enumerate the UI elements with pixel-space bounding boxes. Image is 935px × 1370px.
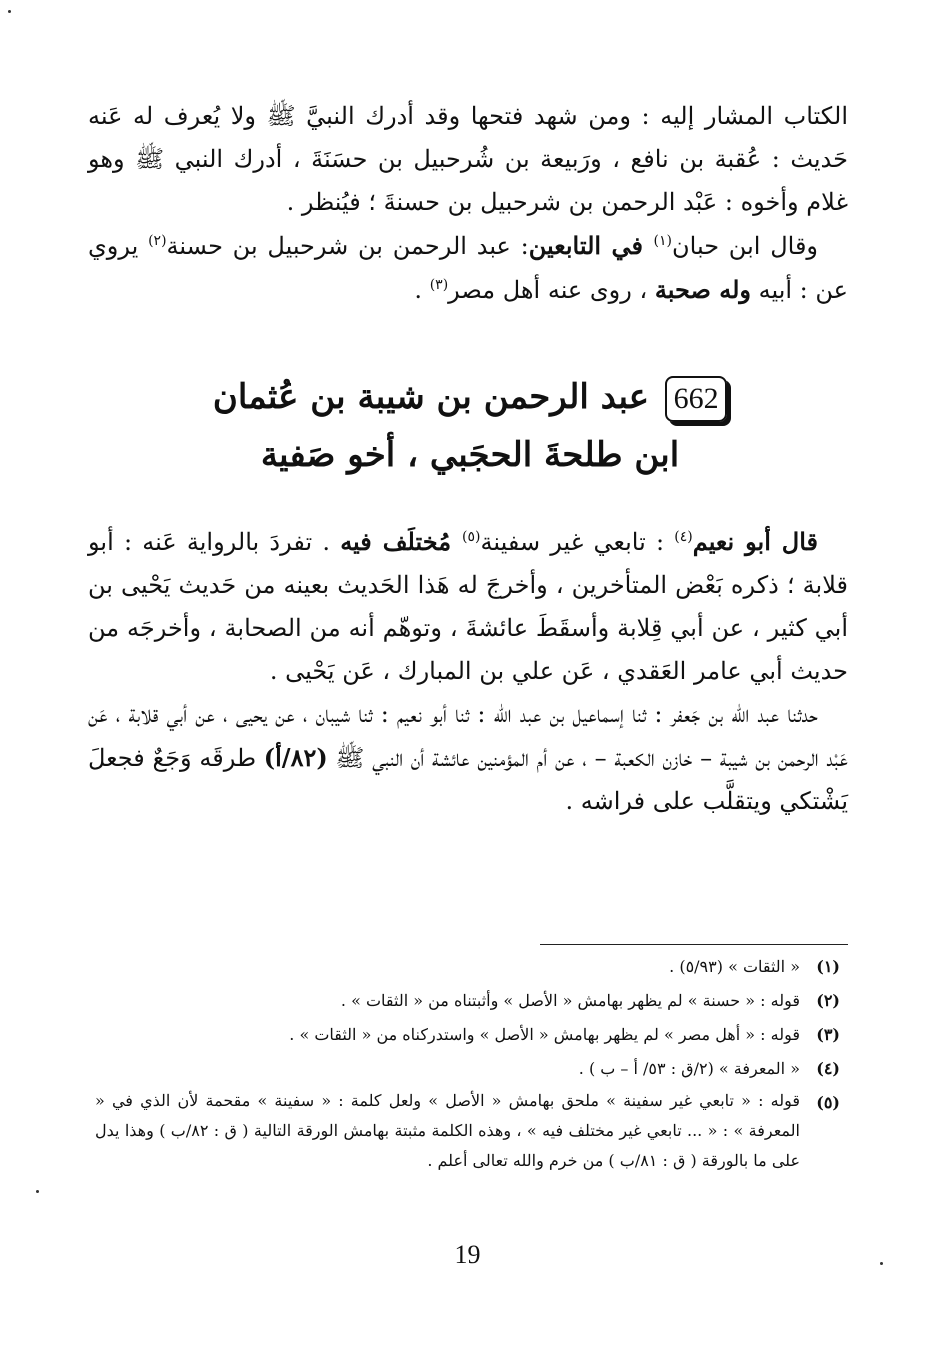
paragraph-3 — [88, 520, 848, 693]
paragraph-2-text-f: ، روى عنه أهل مصر — [448, 276, 655, 304]
footnote-text: قوله : « أهل مصر » لم يظهر بهامش « الأصل » واستدركناه من « الثقات » . — [289, 1025, 800, 1044]
footnote-ref-2: (٢) — [148, 233, 167, 249]
paragraph-4 — [88, 693, 848, 823]
footnote-number: (٣) — [816, 1025, 840, 1044]
footnote-text: قوله : « تابعي غير سفينة » ملحق بهامش « الأصل » ولعل كلمة : « سفينة » مقحمة لأن الذي في « المعرفة » : « ... تابعي غير مختلف فيه » ، وهذه الكلمة مثبتة بهامش الورقة التالية ( ق : ٨٢/ب ) وهذا يدل على ما بالورقة ( ق : ٨١/ب ) من خرم والله تعالى أعلم . — [95, 1091, 800, 1170]
scan-speck — [880, 1262, 883, 1265]
scan-speck — [8, 10, 11, 13]
footnote-text: « الثقات » (٥/٩٣) . — [669, 957, 800, 976]
paragraph-1: الكتاب المشار إليه : ومن شهد فتحها وقد أدرك النبيَّ ﷺ ولا يُعرف له عَنه حَديث : عُقبة بن نافع ، ورَبيعة بن شُرحبيل بن حسَنَةَ ، أدرك النبي ﷺ وهو غلام وأخوه : عَبْد الرحمن بن شرحبيل بن حسنةَ ؛ فيُنظر . — [88, 102, 848, 216]
footnote-ref-1: (١) — [653, 233, 673, 249]
paragraph-2-bold-e: وله صحبة — [654, 275, 751, 304]
paragraph-4-text-c: طرقَه وَجَعٌ فجعلَ يَشْتكي ويتقلَّب على فراشه . — [88, 744, 848, 815]
footnote-divider — [540, 944, 848, 945]
continuation-section — [88, 95, 848, 312]
footnote-5 — [95, 1086, 840, 1176]
footnote-number: (٢) — [816, 991, 840, 1010]
entry-body — [88, 520, 848, 823]
paragraph-2-text-g: . — [414, 276, 430, 304]
paragraph-3-bold-c: مُختلَف فيه — [340, 527, 462, 556]
folio-marker: (٨٢/أ) — [263, 743, 328, 772]
footnotes-section — [95, 950, 840, 1176]
footnote-ref-5: (٥) — [462, 529, 481, 545]
footnote-4 — [95, 1052, 840, 1086]
entry-title-text-1: عبد الرحمن بن شيبة بن عُثمان — [212, 377, 650, 417]
footnote-ref-3: (٣) — [429, 277, 449, 293]
entry-title-line-1 — [90, 368, 850, 426]
page-number: 19 — [454, 1240, 481, 1269]
entry-heading — [90, 368, 850, 498]
footnote-ref-4: (٤) — [674, 529, 693, 545]
footnote-number: (١) — [816, 957, 840, 976]
paragraph-4-text-a: حدثنا عبد اللّه بن جَعفر : ثنا إسماعيل بن عبد اللّه : ثنا أبو نعيم : ثنا شيبان ، عن يحيى ، عن أبي قلابة ، عَن عَبْد الرحمن بن شيبة – خازن الكعبة – ، عن أم المؤمنين عائشة أن النبي ﷺ — [88, 700, 848, 772]
footnote-number: (٤) — [816, 1059, 840, 1078]
entry-number-box: 662 — [665, 376, 727, 422]
scan-speck — [36, 1190, 39, 1193]
footnote-3 — [95, 1018, 840, 1052]
paragraph-3-bold-a: قال أبو نعيم — [692, 527, 819, 556]
paragraph-2 — [88, 224, 848, 312]
paragraph-3-text-b: : تابعي غير سفينة — [480, 528, 675, 556]
footnote-2 — [95, 984, 840, 1018]
footnote-text: « المعرفة » (٢/ق : ٥٣/ أ – ب ) . — [578, 1059, 800, 1078]
footnote-1 — [95, 950, 840, 984]
paragraph-2-text-d: يروي عن : أبيه — [88, 232, 848, 304]
paragraph-3-text-d: . تفردَ بالرواية عَنه : أبو قلابة ؛ ذكره بَعْض المتأخرين ، وأخرجَ له هَذا الحَديث بعينه من حَديث يَحْيى بن أبي كثير ، عن أبي قِلابة وأسقَطَ عائشةَ ، وتوهّم أنه من الصحابة ، وأخرجَه من حديث أبي عامر العَقدي ، عَن علي بن المبارك ، عَن يَحْيى . — [88, 528, 849, 685]
footnote-text: قوله : « حسنة » لم يظهر بهامش « الأصل » وأثبتناه من « الثقات » . — [340, 991, 800, 1010]
paragraph-2-text-a: وقال ابن حبان — [672, 232, 819, 260]
footnote-number: (٥) — [816, 1093, 840, 1112]
entry-title-line-2: ابن طلحةَ الحجَبي ، أخو صَفية — [260, 435, 680, 475]
paragraph-2-text-c: : عبد الرحمن بن شرحبيل بن حسنة — [166, 232, 529, 260]
paragraph-2-bold-b: في التابعين — [528, 231, 654, 260]
